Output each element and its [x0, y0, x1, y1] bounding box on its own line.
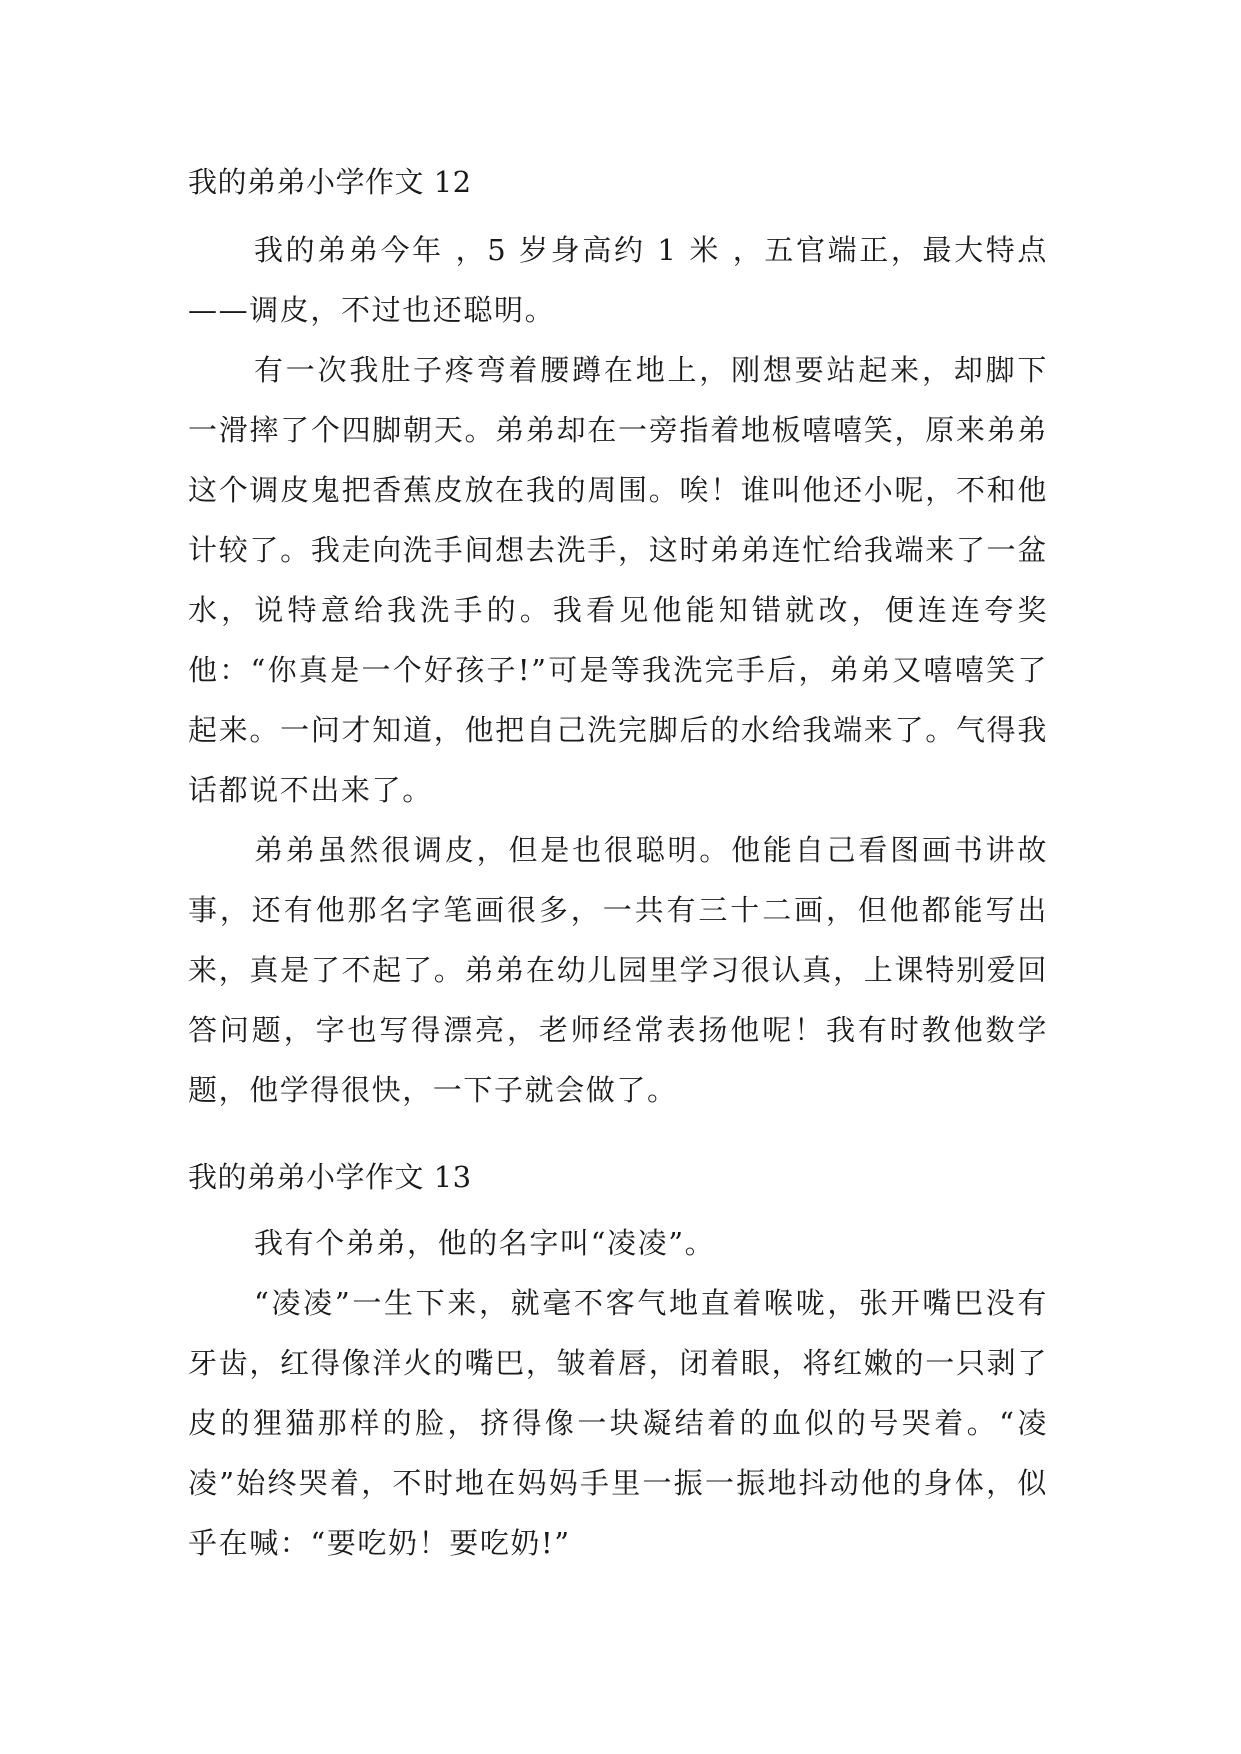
essay-paragraph: 我有个弟弟，他的名字叫“凌凌”。 [254, 1226, 716, 1260]
essay-paragraph: 有一次我肚子疼弯着腰蹲在地上，刚想要站起来，却脚下一滑摔了个四脚朝天。弟弟却在一旁指着地板嘻嘻笑，原来弟弟这个调皮鬼把香蕉皮放在我的周围。唉！谁叫他还小呢，不和他计较了。我走向洗手间想去洗手，这时弟弟连忙给我端来了一盆水，说特意给我洗手的。我看见他能知错就改，便连连夸奖他：“你真是一个好孩子!”可是等我洗完手后，弟弟又嘻嘻笑了起来。一问才知道，他把自己洗完脚后的水给我端来了。气得我话都说不出来了。 [188, 353, 1048, 807]
essay-paragraph: 我的弟弟今年 ，5 岁身高约 1 米 ，五官端正，最大特点——调皮，不过也还聪明。 [188, 233, 1048, 327]
essay-title: 我的弟弟小学作文 12 [188, 165, 472, 199]
essay-12 [188, 160, 1048, 1120]
essay-title: 我的弟弟小学作文 13 [188, 1160, 472, 1194]
essay-paragraph: “凌凌”一生下来，就毫不客气地直着喉咙，张开嘴巴没有牙齿，红得像洋火的嘴巴，皱着唇，闭着眼，将红嫩的一只剥了皮的狸猫那样的脸，挤得像一块凝结着的血似的号哭着。“凌凌”始终哭着，不时地在妈妈手里一振一振地抖动他的身体，似乎在喊：“要吃奶！要吃奶!” [188, 1286, 1048, 1560]
essay-paragraph: 弟弟虽然很调皮，但是也很聪明。他能自己看图画书讲故事，还有他那名字笔画很多，一共有三十二画，但他都能写出来，真是了不起了。弟弟在幼儿园里学习很认真，上课特别爱回答问题，字也写得漂亮，老师经常表扬他呢！我有时教他数学题，他学得很快，一下子就会做了。 [188, 833, 1048, 1107]
essay-13 [188, 1155, 1048, 1573]
